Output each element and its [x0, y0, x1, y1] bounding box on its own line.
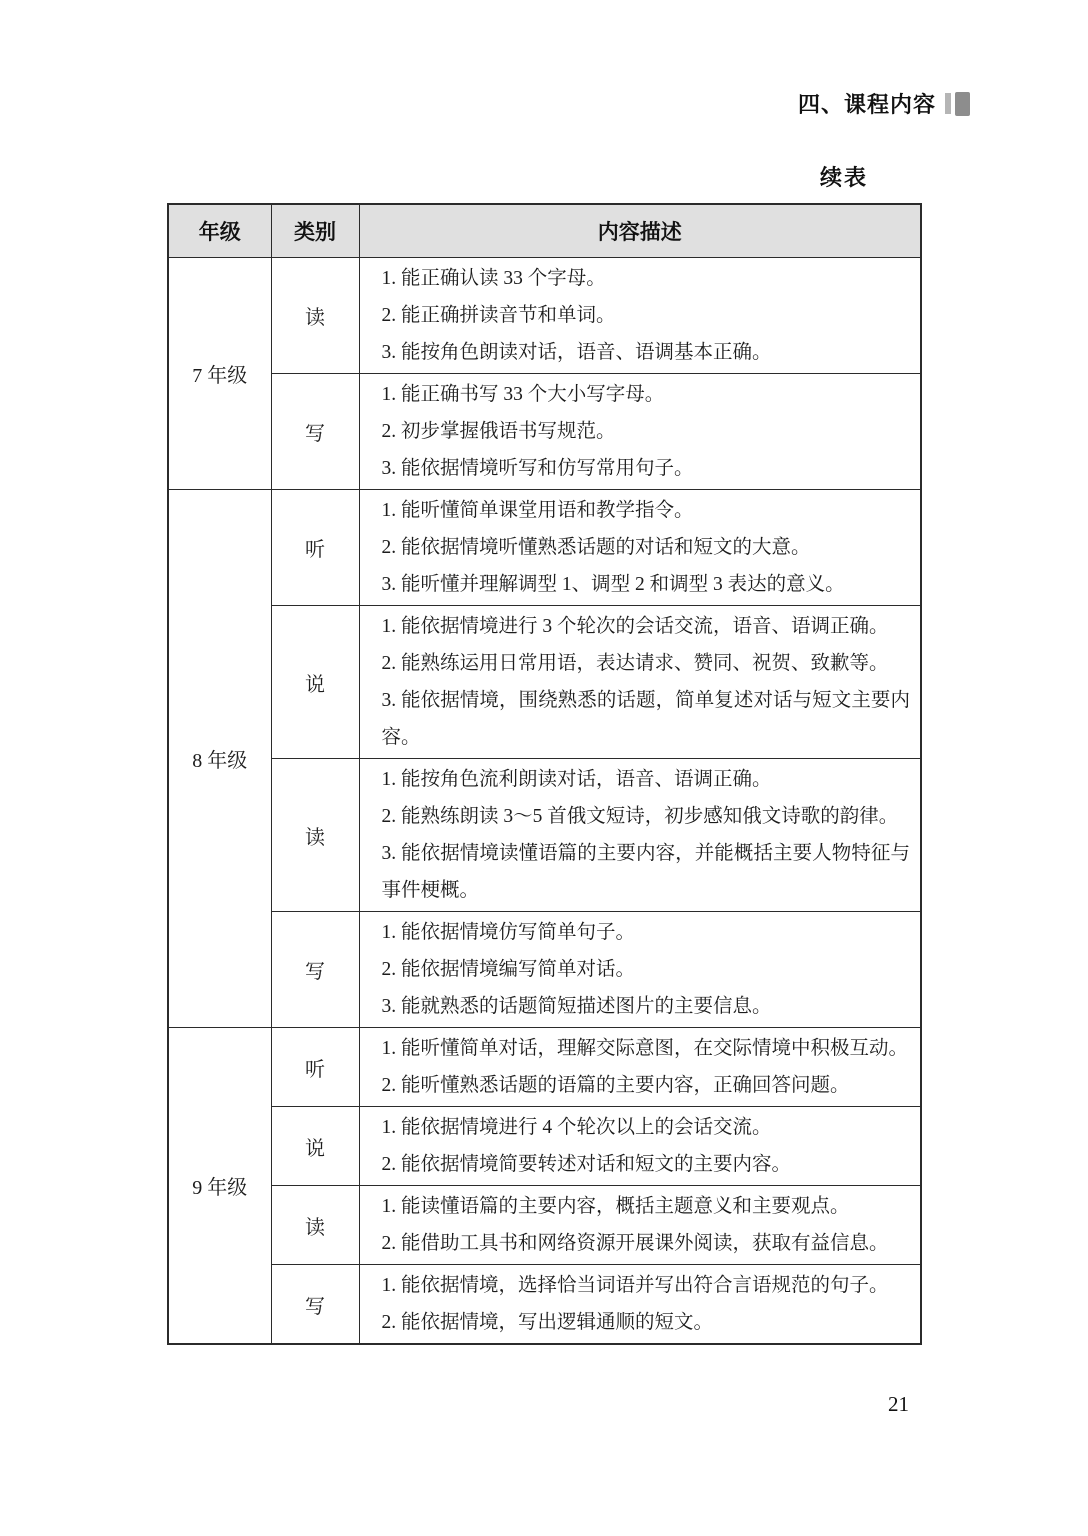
category-cell: 听	[271, 1028, 359, 1107]
content-item: 1. 能依据情境，选择恰当词语并写出符合言语规范的句子。	[381, 1275, 889, 1296]
curriculum-table	[167, 203, 922, 1345]
section-header-title: 四、课程内容	[797, 92, 936, 117]
table-row	[168, 1028, 921, 1107]
category-cell: 听	[271, 490, 359, 606]
content-item: 2. 能依据情境听懂熟悉话题的对话和短文的大意。	[381, 537, 811, 558]
section-header-marks	[945, 92, 970, 116]
grade-cell: 8 年级	[168, 490, 271, 1028]
table-row	[168, 912, 921, 1028]
content-cell	[359, 374, 921, 490]
column-header: 内容描述	[359, 204, 921, 258]
content-item: 2. 能正确拼读音节和单词。	[381, 305, 616, 326]
table-row	[168, 1107, 921, 1186]
table-row	[168, 1186, 921, 1265]
table-row	[168, 606, 921, 759]
category-cell: 写	[271, 912, 359, 1028]
running-head	[798, 88, 970, 119]
category-cell: 说	[271, 606, 359, 759]
continued-table-label: 续表	[820, 165, 869, 190]
content-item: 1. 能依据情境进行 4 个轮次以上的会话交流。	[381, 1117, 772, 1138]
content-item: 2. 能听懂熟悉话题的语篇的主要内容，正确回答问题。	[381, 1075, 850, 1096]
content-item: 2. 能熟练朗读 3～5 首俄文短诗，初步感知俄文诗歌的韵律。	[381, 806, 899, 827]
category-cell: 写	[271, 374, 359, 490]
table-header-row	[168, 204, 921, 258]
header-bar-light-icon	[945, 93, 951, 114]
page-number: 21	[888, 1392, 909, 1416]
content-item: 2. 能依据情境简要转述对话和短文的主要内容。	[381, 1154, 792, 1175]
content-cell	[359, 912, 921, 1028]
content-item: 3. 能依据情境，围绕熟悉的话题，简单复述对话与短文主要内容。	[381, 690, 910, 748]
table-row	[168, 759, 921, 912]
content-item: 3. 能按角色朗读对话，语音、语调基本正确。	[381, 342, 772, 363]
content-cell	[359, 1186, 921, 1265]
content-item: 1. 能依据情境仿写简单句子。	[381, 922, 636, 943]
content-item: 3. 能就熟悉的话题简短描述图片的主要信息。	[381, 996, 772, 1017]
content-item: 1. 能听懂简单课堂用语和教学指令。	[381, 500, 694, 521]
content-item: 3. 能听懂并理解调型 1、调型 2 和调型 3 表达的意义。	[381, 574, 845, 595]
content-item: 2. 能依据情境，写出逻辑通顺的短文。	[381, 1312, 714, 1333]
content-cell	[359, 1028, 921, 1107]
column-header: 年级	[168, 204, 271, 258]
category-cell: 读	[271, 1186, 359, 1265]
content-item: 1. 能正确书写 33 个大小写字母。	[381, 384, 665, 405]
content-cell	[359, 759, 921, 912]
table-row	[168, 374, 921, 490]
header-bar-dark-icon	[955, 92, 970, 116]
content-item: 1. 能读懂语篇的主要内容，概括主题意义和主要观点。	[381, 1196, 850, 1217]
content-item: 1. 能按角色流利朗读对话，语音、语调正确。	[381, 769, 772, 790]
content-item: 3. 能依据情境听写和仿写常用句子。	[381, 458, 694, 479]
content-item: 2. 能借助工具书和网络资源开展课外阅读，获取有益信息。	[381, 1233, 889, 1254]
content-item: 1. 能依据情境进行 3 个轮次的会话交流，语音、语调正确。	[381, 616, 889, 637]
content-item: 1. 能听懂简单对话，理解交际意图，在交际情境中积极互动。	[381, 1038, 909, 1059]
category-cell: 说	[271, 1107, 359, 1186]
table-row	[168, 258, 921, 374]
column-header: 类别	[271, 204, 359, 258]
content-cell	[359, 258, 921, 374]
content-cell	[359, 490, 921, 606]
content-item: 1. 能正确认读 33 个字母。	[381, 268, 606, 289]
content-item: 3. 能依据情境读懂语篇的主要内容，并能概括主要人物特征与事件梗概。	[381, 843, 910, 901]
content-cell	[359, 1107, 921, 1186]
content-item: 2. 能依据情境编写简单对话。	[381, 959, 636, 980]
content-item: 2. 初步掌握俄语书写规范。	[381, 421, 616, 442]
grade-cell: 9 年级	[168, 1028, 271, 1345]
category-cell: 读	[271, 258, 359, 374]
grade-cell: 7 年级	[168, 258, 271, 490]
category-cell: 写	[271, 1265, 359, 1345]
category-cell: 读	[271, 759, 359, 912]
content-cell	[359, 1265, 921, 1345]
content-item: 2. 能熟练运用日常用语，表达请求、赞同、祝贺、致歉等。	[381, 653, 889, 674]
table-row	[168, 1265, 921, 1345]
content-cell	[359, 606, 921, 759]
table-row	[168, 490, 921, 606]
